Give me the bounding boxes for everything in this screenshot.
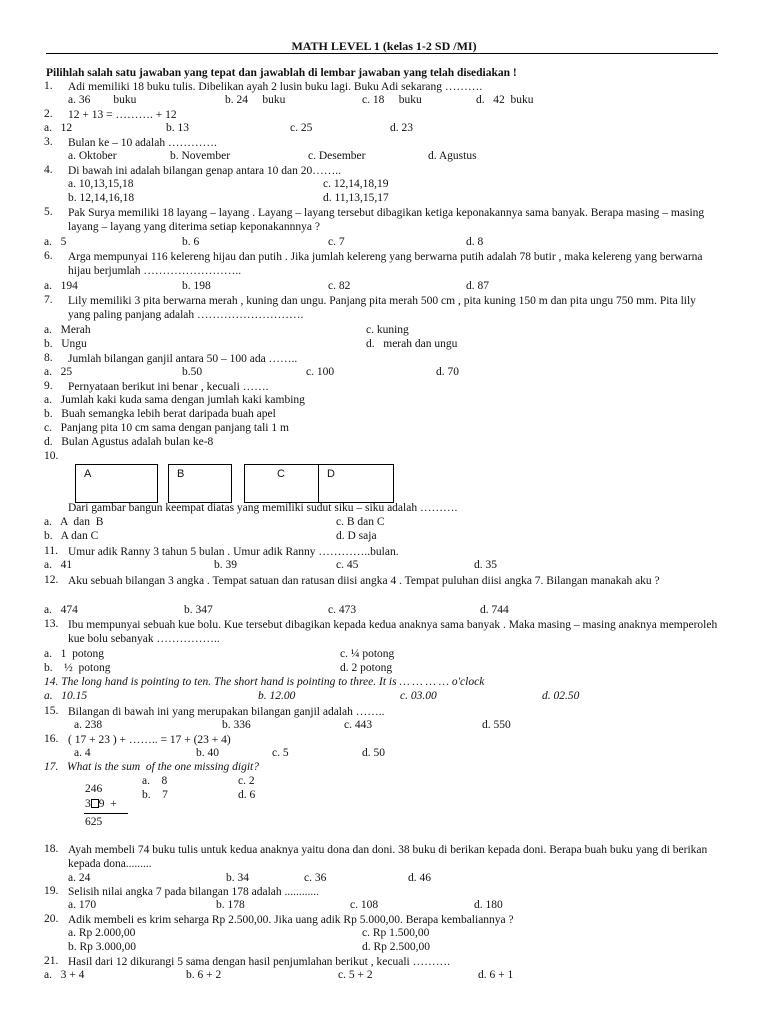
option-d[interactable]: d. Agustus [428, 150, 477, 162]
question-text: Selisih nilai angka 7 pada bilangan 178 adalah ............ [68, 886, 320, 898]
option-a[interactable]: a. 41 [44, 559, 73, 571]
question-number: 12. [44, 574, 59, 586]
question-text: Adik membeli es krim seharga Rp 2.500,00. Jika uang adik Rp 5.000,00. Berapa kembaliannya ? [68, 914, 514, 926]
option-a[interactable]: a. 1 potong [44, 648, 105, 660]
question-number: 2. [44, 108, 53, 120]
option-b[interactable]: b. 198 [182, 280, 211, 292]
question-text: Hasil dari 12 dikurangi 5 sama dengan hasil penjumlahan berikut , kecuali ………. [68, 956, 450, 968]
option-b[interactable]: b. 6 [182, 236, 200, 248]
option-a[interactable]: a. Merah [44, 324, 91, 336]
option-a[interactable]: a. Oktober [68, 150, 117, 162]
option-a[interactable]: a. 36 buku [68, 94, 137, 106]
option-b[interactable]: b.50 [182, 366, 203, 378]
option-b[interactable]: b. A dan C [44, 530, 99, 542]
option-d[interactable]: d. 46 [408, 872, 431, 884]
option-b[interactable]: b. 13 [166, 122, 189, 134]
option-c[interactable]: c. 82 [328, 280, 351, 292]
question-number: 11. [44, 545, 58, 557]
shape-a [75, 464, 158, 503]
option-d[interactable]: d. Rp 2.500,00 [362, 941, 431, 953]
sum-digit: 9 + [98, 798, 117, 810]
option-a[interactable]: a. 25 [44, 366, 73, 378]
question-text: Jumlah bilangan ganjil antara 50 – 100 ada …….. [68, 353, 298, 365]
option-d[interactable]: d. 180 [474, 899, 503, 911]
question-text: 14. The long hand is pointing to ten. The short hand is pointing to three. It is … … … … o'clock [44, 676, 485, 688]
shape-label: B [177, 468, 185, 480]
option-a[interactable]: a. 5 [44, 236, 67, 248]
option-d[interactable]: d. 42 buku [476, 94, 534, 106]
sum-digit: 3 [85, 798, 91, 810]
option-d[interactable]: d. 550 [482, 719, 511, 731]
question-text: Bulan ke – 10 adalah …………. [68, 137, 217, 149]
option-c[interactable]: c. Desember [308, 150, 366, 162]
option-b[interactable]: b. 24 buku [225, 94, 286, 106]
question-text: Pak Surya memiliki 18 layang – layang . Layang – layang tersebut dibagikan ketiga keponakannya sama banyak. Berapa masing – masing layang – layang yang diterima setiap keponakannnya ? [68, 207, 705, 233]
option-b[interactable]: b. 347 [184, 604, 213, 616]
missing-digit-box [91, 799, 99, 808]
option-d[interactable]: d. 11,13,15,17 [323, 192, 389, 204]
question-text: Umur adik Ranny 3 tahun 5 bulan . Umur adik Ranny …………..bulan. [68, 546, 399, 558]
option-c[interactable]: c. 03.00 [400, 690, 437, 702]
option-d[interactable]: d. 70 [436, 366, 459, 378]
question-text: Ayah membeli 74 buku tulis untuk kedua anaknya yaitu dona dan doni. 38 buku di berikan kepada doni. Berapa buah buku yang di berikan kepada dona......... [68, 844, 708, 870]
option-a[interactable]: a. A dan B [44, 516, 104, 528]
question-number: 9. [44, 380, 53, 392]
option-b[interactable]: b. 6 + 2 [186, 969, 222, 981]
question-text: Adi memiliki 18 buku tulis. Dibelikan ayah 2 lusin buku lagi. Buku Adi sekarang ………. [68, 81, 483, 93]
question-text: Lily memiliki 3 pita berwarna merah , kuning dan ungu. Panjang pita merah 500 cm , pita kuning 150 m dan pita ungu 750 mm. Pita lily yang paling panjang adalah ………………………. [68, 295, 696, 321]
option-a[interactable]: a. 170 [68, 899, 97, 911]
instruction: Pilihlah salah satu jawaban yang tepat dan jawablah di lembar jawaban yang telah disediakan ! [46, 67, 517, 79]
option-a[interactable]: a. 474 [44, 604, 78, 616]
option-c[interactable]: c. 18 buku [362, 94, 422, 106]
shape-d [318, 464, 394, 503]
question-text: Ibu mempunyai sebuah kue bolu. Kue tersebut dibagikan kepada kedua anaknya sama banyak . Maka masing – masing anaknya memperoleh kue bolu sebanyak …………….. [68, 619, 718, 645]
option-d[interactable]: d. 6 [238, 789, 256, 801]
option-c[interactable]: c. 7 [328, 236, 345, 248]
question-number: 3. [44, 136, 53, 148]
question-number: 5. [44, 206, 53, 218]
question-text: Di bawah ini adalah bilangan genap antara 10 dan 20…….. [68, 165, 342, 177]
question-number: 7. [44, 294, 53, 306]
shape-b [168, 464, 232, 503]
question-text: Bilangan di bawah ini yang merupakan bilangan ganjil adalah …….. [68, 706, 385, 718]
page-title: MATH LEVEL 1 (kelas 1-2 SD /MI) [291, 39, 477, 53]
option-b[interactable]: b. 7 [142, 789, 168, 801]
option-b[interactable]: b. 12.00 [258, 690, 296, 702]
option-c[interactable]: c. 2 [238, 775, 255, 787]
question-number: 21. [44, 955, 59, 967]
sum-result: 625 [85, 816, 103, 828]
question-text: 17. What is the sum of the one missing digit? [44, 761, 259, 773]
question-number: 13. [44, 618, 59, 630]
option-b[interactable]: b. Buah semangka lebih berat daripada buah apel [44, 408, 276, 420]
option-c[interactable]: c. Panjang pita 10 cm sama dengan panjang tali 1 m [44, 422, 289, 434]
shape-label: D [327, 468, 335, 480]
question-text: Aku sebuah bilangan 3 angka . Tempat satuan dan ratusan diisi angka 4 . Tempat puluhan diisi angka 7. Bilangan manakah aku ? [68, 575, 660, 587]
option-c[interactable]: c. 25 [290, 122, 313, 134]
option-b[interactable]: b. ½ potong [44, 662, 111, 674]
option-a[interactable]: a. 24 [68, 872, 91, 884]
option-d[interactable]: d. 6 + 1 [478, 969, 514, 981]
option-c[interactable]: c. 100 [306, 366, 335, 378]
option-a[interactable]: a. 194 [44, 280, 78, 292]
question-number: 10. [44, 450, 59, 462]
option-b[interactable]: b. 34 [226, 872, 249, 884]
option-d[interactable]: d. 744 [480, 604, 509, 616]
option-c[interactable]: c. 36 [304, 872, 327, 884]
option-d[interactable]: d. 8 [466, 236, 484, 248]
option-d[interactable]: d. 02.50 [542, 690, 580, 702]
option-a[interactable]: a. 12 [44, 122, 73, 134]
option-d[interactable]: d. Bulan Agustus adalah bulan ke-8 [44, 436, 214, 448]
sum-underline [84, 813, 128, 814]
question-number: 6. [44, 250, 53, 262]
option-a[interactable]: a. 10,13,15,18 [68, 178, 134, 190]
option-b[interactable]: b. Rp 3.000,00 [68, 941, 137, 953]
option-a[interactable]: a. 8 [142, 775, 168, 787]
question-number: 16. [44, 733, 59, 745]
option-c[interactable]: c. 12,14,18,19 [323, 178, 389, 190]
option-a[interactable]: a. 4 [74, 747, 91, 759]
shape-label: A [84, 468, 92, 480]
question-number: 20. [44, 913, 59, 925]
shape-c [244, 464, 320, 503]
option-a[interactable]: a. Rp 2.000,00 [68, 927, 136, 939]
question-text: Arga mempunyai 116 kelereng hijau dan putih . Jika jumlah kelereng yang berwarna putih adalah 78 butir , maka kelereng yang berwarna hijau berjumlah …………………….. [68, 251, 703, 277]
question-text: ( 17 + 23 ) + …….. = 17 + (23 + 4) [68, 734, 231, 746]
sum-line-2 [85, 798, 117, 810]
question-number: 18. [44, 843, 59, 855]
option-c[interactable]: c. 108 [350, 899, 379, 911]
option-b[interactable]: b. 40 [196, 747, 219, 759]
shape-label: C [277, 468, 285, 480]
option-b[interactable]: b. Ungu [44, 338, 87, 350]
option-d[interactable]: d. 50 [362, 747, 385, 759]
title-rule [46, 53, 718, 54]
question-number: 19. [44, 885, 59, 897]
question-number: 8. [44, 352, 53, 364]
option-d[interactable]: d. merah dan ungu [366, 338, 458, 350]
option-c[interactable]: c. Rp 1.500,00 [362, 927, 430, 939]
question-text: 12 + 13 = ………. + 12 [68, 109, 177, 121]
option-b[interactable]: b. 39 [214, 559, 237, 571]
question-text: Pernyataan berikut ini benar , kecuali ……. [68, 381, 269, 393]
option-c[interactable]: c. B dan C [336, 516, 385, 528]
option-d[interactable]: d. 2 potong [340, 662, 393, 674]
question-number: 4. [44, 164, 53, 176]
option-d[interactable]: d. 35 [474, 559, 497, 571]
option-d[interactable]: d. 23 [390, 122, 413, 134]
option-a[interactable]: a. 3 + 4 [44, 969, 85, 981]
option-a[interactable]: a. Jumlah kaki kuda sama dengan jumlah kaki kambing [44, 394, 305, 406]
option-d[interactable]: d. 87 [466, 280, 489, 292]
option-c[interactable]: c. 5 [272, 747, 289, 759]
option-d[interactable]: d. D saja [336, 530, 377, 542]
option-c[interactable]: c. 45 [336, 559, 359, 571]
option-b[interactable]: b. 12,14,16,18 [68, 192, 135, 204]
option-b[interactable]: b. 178 [216, 899, 245, 911]
option-a[interactable]: a. 10.15 [44, 690, 88, 702]
sum-line-1: 246 [85, 783, 103, 795]
option-b[interactable]: b. 336 [222, 719, 251, 731]
option-c[interactable]: c. 443 [344, 719, 373, 731]
question-text: Dari gambar bangun keempat diatas yang memiliki sudut siku – siku adalah ………. [68, 502, 458, 514]
option-c[interactable]: c. 5 + 2 [338, 969, 373, 981]
option-c[interactable]: c. kuning [366, 324, 409, 336]
option-b[interactable]: b. November [170, 150, 231, 162]
option-a[interactable]: a. 238 [74, 719, 103, 731]
question-number: 1. [44, 80, 53, 92]
question-number: 15. [44, 705, 59, 717]
option-c[interactable]: c. 473 [328, 604, 357, 616]
option-c[interactable]: c. ¼ potong [340, 648, 395, 660]
